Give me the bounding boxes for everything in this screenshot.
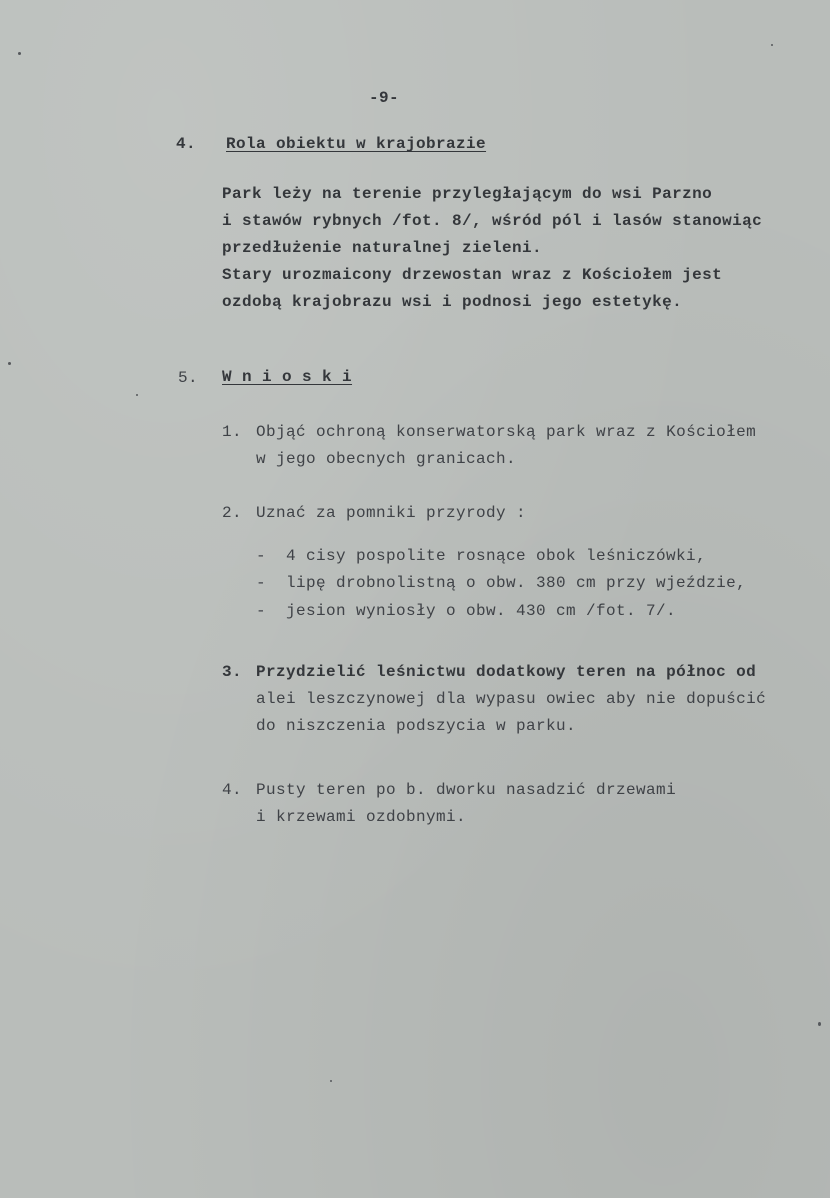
item-2-number: 2.: [222, 504, 243, 522]
bullet-dash: -: [256, 602, 267, 620]
bullet-item: lipę drobnolistną o obw. 380 cm przy wjeździe,: [286, 574, 747, 592]
section-4-line: ozdobą krajobrazu wsi i podnosi jego estetykę.: [222, 293, 683, 311]
section-4-line: przedłużenie naturalnej zieleni.: [222, 239, 543, 257]
paper-speck: [18, 52, 21, 55]
bullet-item: 4 cisy pospolite rosnące obok leśniczówki,: [286, 547, 707, 565]
paper-speck: [8, 362, 11, 365]
section-4-line: Stary urozmaicony drzewostan wraz z Kościołem jest: [222, 266, 723, 284]
item-4-number: 4.: [222, 781, 243, 799]
section-5-heading: W n i o s k i: [222, 368, 353, 386]
section-4-line: Park leży na terenie przyległającym do wsi Parzno: [222, 185, 713, 203]
item-3-number: 3.: [222, 663, 243, 681]
bullet-dash: -: [256, 574, 267, 592]
paper-speck: [330, 1080, 332, 1082]
item-3-line: do niszczenia podszycia w parku.: [256, 717, 577, 735]
bullet-item: jesion wyniosły o obw. 430 cm /fot. 7/.: [286, 602, 677, 620]
page-number: -9-: [369, 89, 400, 107]
section-4-heading: Rola obiektu w krajobrazie: [226, 135, 487, 153]
section-4-number: 4.: [176, 135, 197, 153]
bullet-dash: -: [256, 547, 267, 565]
item-3-line: alei leszczynowej dla wypasu owiec aby nie dopuścić: [256, 690, 767, 708]
item-1-line: w jego obecnych granicach.: [256, 450, 517, 468]
section-5-number: 5.: [178, 369, 199, 387]
item-2-text: Uznać za pomniki przyrody :: [256, 504, 527, 522]
paper-speck: [136, 394, 138, 396]
paper-speck: [771, 44, 773, 46]
paper-speck: [818, 1022, 821, 1026]
section-4-line: i stawów rybnych /fot. 8/, wśród pól i lasów stanowiąc: [222, 212, 763, 230]
item-4-line: Pusty teren po b. dworku nasadzić drzewami: [256, 781, 677, 799]
item-4-line: i krzewami ozdobnymi.: [256, 808, 467, 826]
item-3-line: Przydzielić leśnictwu dodatkowy teren na północ od: [256, 663, 757, 681]
item-1-number: 1.: [222, 423, 243, 441]
item-1-line: Objąć ochroną konserwatorską park wraz z Kościołem: [256, 423, 757, 441]
